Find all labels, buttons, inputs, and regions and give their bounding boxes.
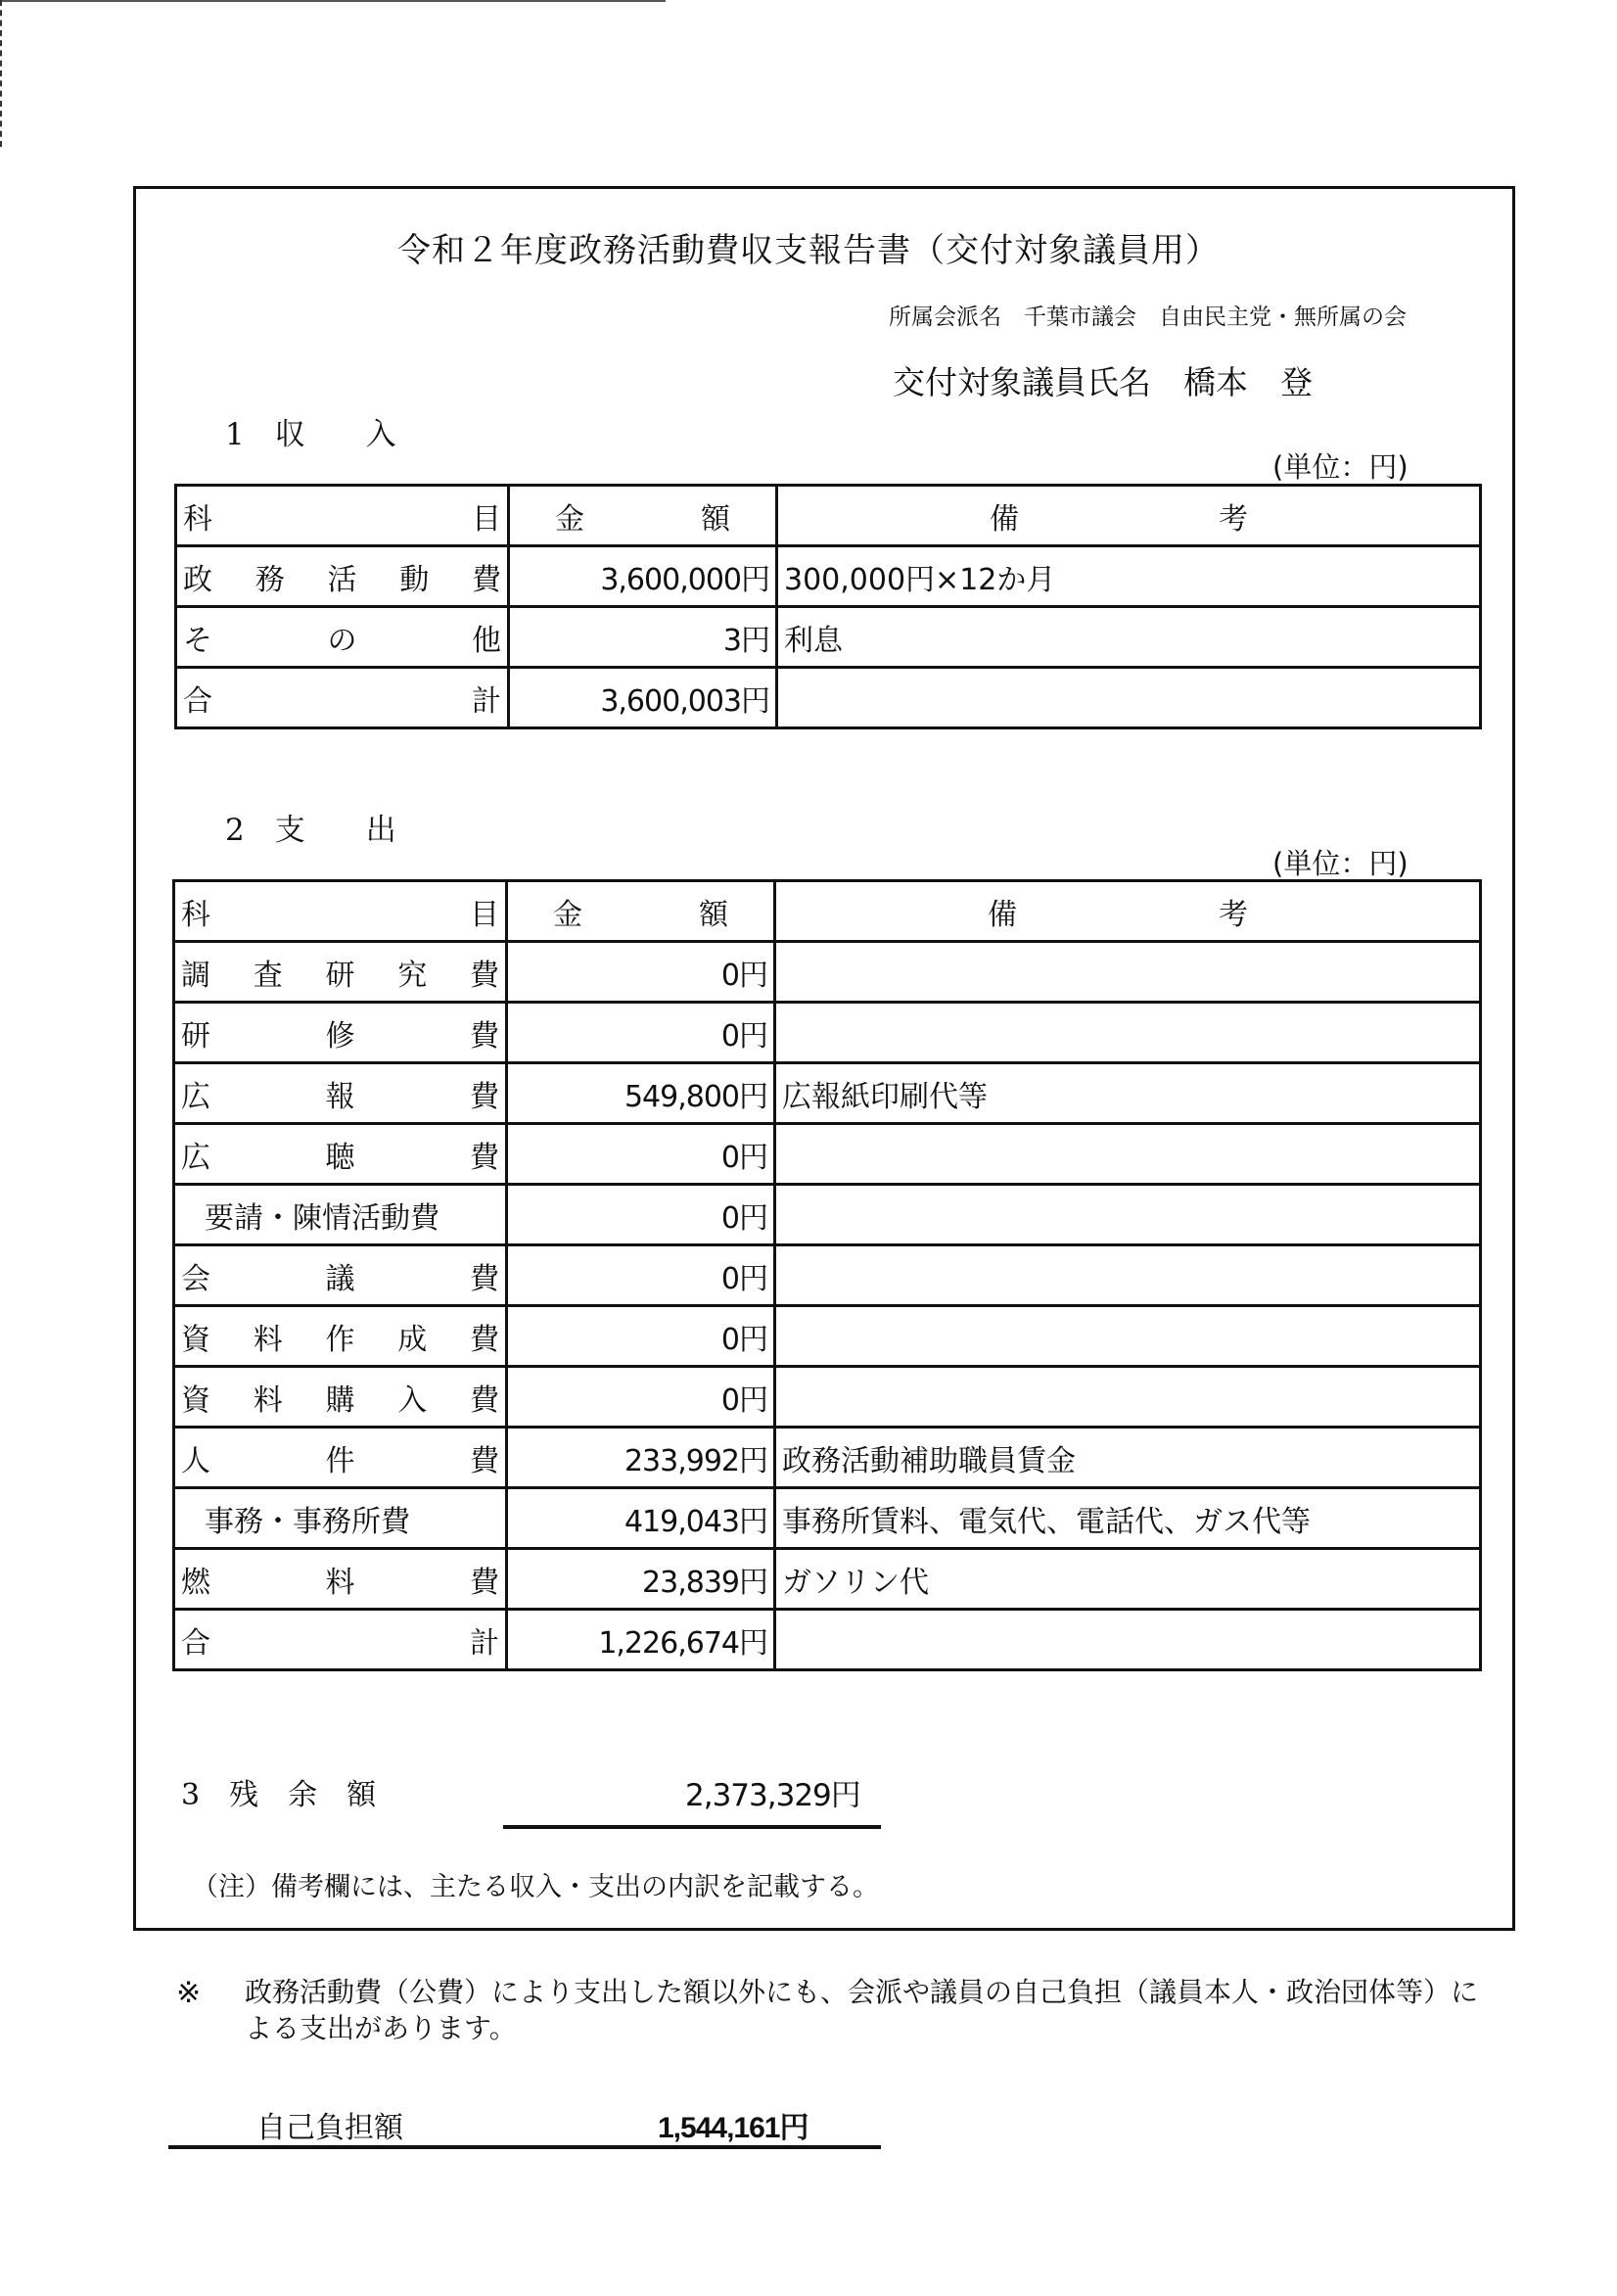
subject-text-char: 研 <box>181 1018 210 1054</box>
subject-text-char: 政 <box>183 562 212 597</box>
balance-label: 3 残 余 額 <box>181 1778 377 1812</box>
reference-mark-icon: ※ <box>176 1976 202 2010</box>
faction-label: 所属会派名 <box>889 305 1001 330</box>
subject-text-char: 料 <box>253 1382 283 1418</box>
faction-name: 自由民主党・無所属の会 <box>1159 305 1407 330</box>
remarks-cell: 広報紙印刷代等 <box>775 1063 1481 1124</box>
expenditure-section-title: 支 出 <box>274 813 396 848</box>
amount-cell: 0円 <box>507 1245 775 1306</box>
header-amount-text-char: 金 <box>553 897 582 932</box>
member-line <box>893 357 1313 403</box>
self-burden-value: 1,544,161円 <box>658 2112 808 2144</box>
amount-cell: 0円 <box>507 1185 775 1245</box>
table-row <box>174 1124 1481 1185</box>
income-table <box>174 484 1482 729</box>
subject-cell <box>174 942 507 1003</box>
amount-cell: 3,600,003円 <box>509 668 777 728</box>
header-amount <box>509 486 777 546</box>
remarks-cell: 利息 <box>777 607 1481 668</box>
header-subject-text <box>183 494 501 538</box>
subject-text-char: 究 <box>397 958 428 993</box>
subject-text-char: 調 <box>181 958 210 993</box>
table-row <box>174 1063 1481 1124</box>
subject-text-char: 会 <box>181 1261 210 1296</box>
income-section-heading <box>225 409 396 453</box>
subject-text <box>181 1618 499 1662</box>
balance-underline <box>503 1825 881 1829</box>
table-row <box>174 1245 1481 1306</box>
expenditure-header-row <box>174 881 1481 942</box>
amount-cell: 0円 <box>507 1124 775 1185</box>
scan-artifact-top <box>0 0 666 2</box>
member-label: 交付対象議員氏名 <box>893 363 1151 401</box>
subject-text-char: 資 <box>181 1322 210 1357</box>
table-row <box>174 942 1481 1003</box>
subject-cell <box>174 1124 507 1185</box>
subject-cell <box>174 1367 507 1428</box>
subject-text <box>183 616 501 659</box>
header-remarks-text-char: 考 <box>1219 897 1248 932</box>
subject-text-char: 報 <box>325 1079 355 1114</box>
header-remarks <box>775 881 1481 942</box>
subject-cell <box>174 1610 507 1670</box>
subject-cell <box>174 1549 507 1610</box>
table-row <box>174 1185 1481 1245</box>
table-row <box>174 1549 1481 1610</box>
header-amount-text <box>514 890 767 933</box>
subject-text-char: 料 <box>253 1322 283 1357</box>
subject-text <box>181 1558 499 1601</box>
header-subject-text-char: 目 <box>472 501 501 537</box>
remarks-cell <box>775 1003 1481 1063</box>
header-subject-text <box>181 890 499 933</box>
remarks-cell <box>775 1245 1481 1306</box>
subject-text-char: 議 <box>325 1261 355 1296</box>
remarks-cell <box>775 1306 1481 1367</box>
subject-text-char: 務 <box>254 562 285 597</box>
header-amount-text-char: 額 <box>699 897 728 932</box>
subject-text-char: 広 <box>181 1140 210 1175</box>
subject-text <box>181 1133 499 1176</box>
remarks-cell: 事務所賃料、電気代、電話代、ガス代等 <box>775 1488 1481 1549</box>
subject-cell <box>176 668 509 728</box>
remarks-cell: 政務活動補助職員賃金 <box>775 1428 1481 1488</box>
subject-cell <box>174 1063 507 1124</box>
faction-line <box>889 299 1407 331</box>
subject-text-char: 広 <box>181 1079 210 1114</box>
table-row <box>174 1610 1481 1670</box>
subject-text-char: 件 <box>325 1443 355 1478</box>
table-row <box>174 1367 1481 1428</box>
remarks-cell: ガソリン代 <box>775 1549 1481 1610</box>
subject-text-char: 動 <box>399 562 430 597</box>
header-remarks-text <box>782 890 1473 933</box>
subject-text <box>181 1436 499 1479</box>
subject-cell <box>174 1488 507 1549</box>
member-name: 橋本 登 <box>1183 363 1313 401</box>
header-remarks-text <box>784 494 1473 538</box>
amount-cell: 0円 <box>507 1306 775 1367</box>
subject-text-char: 聴 <box>325 1140 355 1175</box>
income-unit: (単位：円) <box>1272 450 1409 484</box>
subject-cell <box>174 1428 507 1488</box>
header-amount-text-char: 額 <box>701 501 730 537</box>
subject-text-char: 費 <box>470 1443 499 1478</box>
subject-text-char: 費 <box>470 1322 499 1357</box>
remarks-cell <box>775 1367 1481 1428</box>
subject-cell <box>174 1003 507 1063</box>
header-remarks-text-char: 備 <box>990 501 1019 537</box>
subject-cell <box>176 607 509 668</box>
subject-text-char: 作 <box>325 1322 355 1357</box>
subject-text-char: 費 <box>470 1382 499 1418</box>
remarks-cell <box>775 1610 1481 1670</box>
table-row <box>174 1003 1481 1063</box>
subject-text-char: 燃 <box>181 1565 210 1600</box>
remarks-cell <box>775 1124 1481 1185</box>
subject-text-char: 人 <box>181 1443 210 1478</box>
subject-text-char: 費 <box>470 1565 499 1600</box>
amount-cell: 419,043円 <box>507 1488 775 1549</box>
expenditure-unit: (単位：円) <box>1272 847 1409 880</box>
subject-text-char: 費 <box>470 1140 499 1175</box>
header-amount-text <box>516 494 769 538</box>
subject-text: 要請・陳情活動費 <box>205 1200 439 1236</box>
subject-text <box>181 1315 499 1358</box>
expenditure-section-number: 2 <box>225 813 245 848</box>
subject-text-char: 入 <box>397 1382 428 1418</box>
subject-text <box>181 1011 499 1054</box>
amount-cell: 233,992円 <box>507 1428 775 1488</box>
header-subject <box>176 486 509 546</box>
amount-cell: 23,839円 <box>507 1549 775 1610</box>
income-header-row <box>176 486 1481 546</box>
subject-cell <box>174 1306 507 1367</box>
subject-text-char: 計 <box>472 683 501 719</box>
subject-cell <box>176 546 509 607</box>
subject-text-char: 他 <box>472 623 501 658</box>
amount-cell: 549,800円 <box>507 1063 775 1124</box>
amount-cell: 0円 <box>507 1003 775 1063</box>
header-subject-text-char: 科 <box>183 501 212 537</box>
subject-text <box>181 951 499 994</box>
header-amount-text-char: 金 <box>555 501 584 537</box>
subject-text <box>181 1072 499 1115</box>
subject-text-char: 研 <box>325 958 355 993</box>
header-amount <box>507 881 775 942</box>
income-section-title: 収 入 <box>274 417 396 452</box>
header-subject-text-char: 目 <box>470 897 499 932</box>
subject-text-char: そ <box>183 623 212 658</box>
subject-text-char: 費 <box>472 562 501 597</box>
amount-cell: 1,226,674円 <box>507 1610 775 1670</box>
subject-text-char: 費 <box>470 958 499 993</box>
table-row <box>174 1306 1481 1367</box>
subject-text-char: 合 <box>181 1625 210 1661</box>
subject-text-char: 費 <box>470 1018 499 1054</box>
subject-cell <box>174 1245 507 1306</box>
amount-cell: 3,600,000円 <box>509 546 777 607</box>
self-burden-label: 自己負担額 <box>256 2111 403 2145</box>
header-remarks <box>777 486 1481 546</box>
header-remarks-text-char: 考 <box>1219 501 1248 537</box>
amount-cell: 3円 <box>509 607 777 668</box>
subject-text-char: 活 <box>327 562 357 597</box>
balance-value: 2,373,329円 <box>685 1778 860 1813</box>
expenditure-section-heading <box>225 805 396 849</box>
subject-text: 事務・事務所費 <box>205 1504 410 1539</box>
remarks-cell <box>775 942 1481 1003</box>
subject-text-char: 料 <box>325 1565 355 1600</box>
header-subject <box>174 881 507 942</box>
subject-text-char: 費 <box>470 1261 499 1296</box>
scan-artifact-left <box>0 0 4 147</box>
subject-text-char: 成 <box>397 1322 428 1357</box>
faction-council: 千葉市議会 <box>1024 305 1136 330</box>
header-subject-text-char: 科 <box>181 897 210 932</box>
subject-text <box>183 677 501 720</box>
income-section-number: 1 <box>225 417 245 452</box>
self-burden-underline <box>168 2145 881 2149</box>
report-title: 令和２年度政務活動費収支報告書（交付対象議員用） <box>397 231 1220 270</box>
subject-text-char: 修 <box>325 1018 355 1054</box>
note-text: （注）備考欄には、主たる収入・支出の内訳を記載する。 <box>192 1872 879 1902</box>
subject-text <box>181 1254 499 1297</box>
amount-cell: 0円 <box>507 942 775 1003</box>
table-row <box>176 607 1481 668</box>
table-row <box>176 546 1481 607</box>
amount-cell: 0円 <box>507 1367 775 1428</box>
remarks-cell: 300,000円×12か月 <box>777 546 1481 607</box>
subject-text-char: 購 <box>325 1382 355 1418</box>
table-row <box>174 1488 1481 1549</box>
table-row <box>176 668 1481 728</box>
subject-text-char: 費 <box>470 1079 499 1114</box>
subject-text-char: 資 <box>181 1382 210 1418</box>
header-remarks-text-char: 備 <box>988 897 1017 932</box>
remarks-cell <box>777 668 1481 728</box>
expenditure-table <box>172 879 1482 1671</box>
remarks-cell <box>775 1185 1481 1245</box>
subject-text-char: の <box>327 623 357 658</box>
subject-text-char: 合 <box>183 683 212 719</box>
table-row <box>174 1428 1481 1488</box>
remark-text: 政務活動費（公費）により支出した額以外にも、会派や議員の自己負担（議員本人・政治団体等）による支出があります。 <box>245 1976 1479 2044</box>
subject-text <box>181 1376 499 1419</box>
subject-text <box>183 555 501 598</box>
subject-text-char: 計 <box>470 1625 499 1661</box>
subject-text-char: 査 <box>253 958 283 993</box>
subject-cell <box>174 1185 507 1245</box>
